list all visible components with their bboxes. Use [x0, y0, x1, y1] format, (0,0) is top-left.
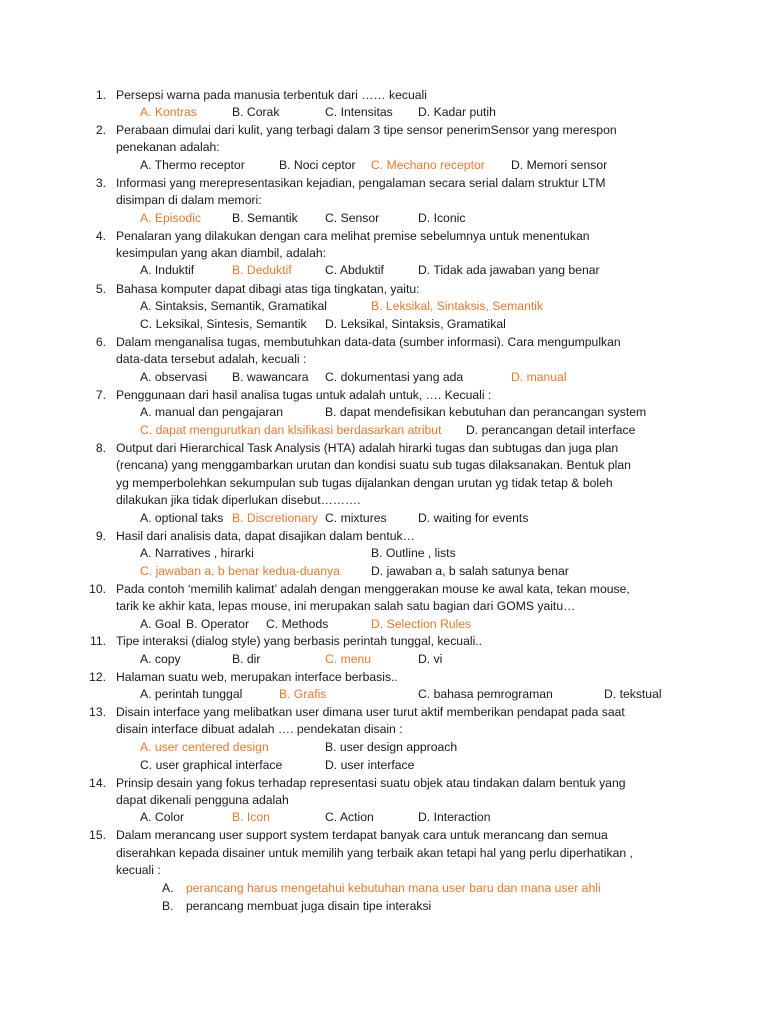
option-d: D. tekstual — [604, 687, 662, 701]
question-text: penekanan adalah: — [116, 140, 220, 154]
option-c-answer: C. jawaban a, b benar kedua-duanya — [140, 564, 340, 578]
question-text: dilakukan jika tidak diperlukan disebut………. — [116, 493, 361, 507]
option-b: B. wawancara — [232, 370, 309, 384]
option-a: A. Induktif — [140, 263, 195, 277]
question-number: 15. — [89, 828, 106, 842]
option-a: A. Goal — [140, 617, 181, 631]
option-b-answer: B. Grafis — [279, 687, 327, 701]
option-b: B. Noci ceptor — [279, 158, 356, 172]
option-d: D. user interface — [325, 758, 415, 772]
option-d: D. Memori sensor — [511, 158, 608, 172]
option-c: C. bahasa pemrograman — [418, 687, 553, 701]
question-text: Persepsi warna pada manusia terbentuk dari …… kecuali — [116, 88, 427, 102]
option-d: D. waiting for events — [418, 511, 529, 525]
option-c: C. user graphical interface — [140, 758, 283, 772]
question-text: Prinsip desain yang fokus terhadap representasi suatu objek atau tindakan dalam bentuk yang — [116, 776, 626, 790]
option-d: D. Interaction — [418, 810, 491, 824]
option-d: D. perancangan detail interface — [466, 423, 636, 437]
option-b: B. dapat mendefisikan kebutuhan dan perancangan system — [325, 405, 647, 419]
question-number: 2. — [95, 123, 106, 137]
option-c: C. Abduktif — [325, 263, 384, 277]
option-c: C. Sensor — [325, 211, 380, 225]
option-d: D. Kadar putih — [418, 105, 496, 119]
option-d: D. Tidak ada jawaban yang benar — [418, 263, 600, 277]
question-text: Informasi yang merepresentasikan kejadian, pengalaman secara serial dalam struktur LTM — [116, 176, 606, 190]
option-a: A. perintah tunggal — [140, 687, 243, 701]
question-text: tarik ke akhir kata, lepas mouse, ini merupakan salah satu bagian dari GOMS yaitu… — [116, 599, 576, 613]
option-d: D. vi — [418, 652, 443, 666]
question-number: 7. — [95, 388, 106, 402]
question-text: Hasil dari analisis data, dapat disajikan dalam bentuk… — [116, 529, 415, 543]
option-b: perancang membuat juga disain tipe interaksi — [186, 899, 432, 913]
question-text: diserahkan kepada disainer untuk memilih yang terbaik akan tetapi hal yang perlu diperhatikan , — [116, 846, 633, 860]
option-a: A. manual dan pengajaran — [140, 405, 283, 419]
question-text: Bahasa komputer dapat dibagi atas tiga tingkatan, yaitu: — [116, 282, 420, 296]
option-a-answer: A. user centered design — [140, 740, 269, 754]
question-text: Dalam merancang user support system terdapat banyak cara untuk merancang dan semua — [116, 828, 608, 842]
option-b-answer: B. Discretionary — [232, 511, 319, 525]
option-d-answer: D. Selection Rules — [371, 617, 472, 631]
option-c-answer: C. dapat mengurutkan dan klsifikasi berdasarkan atribut — [140, 423, 442, 437]
option-b: B. dir — [232, 652, 261, 666]
option-d: D. jawaban a, b salah satunya benar — [371, 564, 569, 578]
question-text: kesimpulan yang akan diambil, adalah: — [116, 246, 327, 260]
question-text: Penalaran yang dilakukan dengan cara melihat premise sebelumnya untuk menentukan — [116, 229, 590, 243]
question-text: disimpan di dalam memori: — [116, 193, 262, 207]
option-a: A. Thermo receptor — [140, 158, 245, 172]
question-number: 6. — [95, 335, 106, 349]
question-text: (rencana) yang menggambarkan urutan dan kondisi suatu sub tugas dilaksanakan. Bentuk plan — [116, 458, 631, 472]
question-text: data-data tersebut adalah, kecuali : — [116, 352, 307, 366]
option-b: B. Semantik — [232, 211, 298, 225]
option-d: D. Iconic — [418, 211, 466, 225]
question-text: Disain interface yang melibatkan user dimana user turut aktif memberikan pendapat pada saat — [116, 705, 625, 719]
question-text: Halaman suatu web, merupakan interface berbasis.. — [116, 670, 398, 684]
question-number: 13. — [89, 705, 106, 719]
option-c: C. Action — [325, 810, 374, 824]
option-b-answer: B. Icon — [232, 810, 270, 824]
question-number: 11. — [89, 634, 106, 648]
question-number: 10. — [89, 582, 106, 596]
option-b: B. Outline , lists — [371, 546, 456, 560]
question-text: Penggunaan dari hasil analisa tugas untuk adalah untuk, …. Kecuali : — [116, 388, 492, 402]
option-c: C. mixtures — [325, 511, 387, 525]
question-number: 3. — [95, 176, 106, 190]
question-text: Dalam menganalisa tugas, membutuhkan data-data (sumber informasi). Cara mengumpulkan — [116, 335, 621, 349]
question-text: dapat dikenali pengguna adalah — [116, 793, 289, 807]
option-a-letter: A. — [162, 881, 174, 895]
option-a: A. observasi — [140, 370, 208, 384]
question-number: 14. — [89, 776, 106, 790]
option-a: A. copy — [140, 652, 181, 666]
question-text: kecuali : — [116, 863, 161, 877]
option-b: B. user design approach — [325, 740, 458, 754]
option-d: D. Leksikal, Sintaksis, Gramatikal — [325, 317, 506, 331]
option-b: B. Corak — [232, 105, 280, 119]
question-number: 9. — [95, 529, 106, 543]
option-a: A. Narratives , hirarki — [140, 546, 254, 560]
option-b-letter: B. — [162, 899, 174, 913]
option-a-answer: perancang harus mengetahui kebutuhan mana user baru dan mana user ahli — [186, 881, 601, 895]
question-text: disain interface dibuat adalah …. pendekatan disain : — [116, 722, 403, 736]
question-number: 4. — [95, 229, 106, 243]
question-number: 12. — [89, 670, 106, 684]
question-text: Pada contoh ‘memilih kalimat’ adalah dengan menggerakan mouse ke awal kata, tekan mouse, — [116, 582, 630, 596]
option-c-answer: C. Mechano receptor — [371, 158, 485, 172]
question-text: yg memperbolehkan sekumpulan sub tugas dijalankan dengan urutan yg tidak tetap & boleh — [116, 476, 613, 490]
option-c: C. Leksikal, Sintesis, Semantik — [140, 317, 307, 331]
option-a: A. Sintaksis, Semantik, Gramatikal — [140, 299, 327, 313]
question-number: 8. — [95, 441, 106, 455]
option-c: C. dokumentasi yang ada — [325, 370, 464, 384]
option-d-answer: D. manual — [511, 370, 567, 384]
option-b-answer: B. Deduktif — [232, 263, 292, 277]
option-c-answer: C. menu — [325, 652, 372, 666]
option-a-answer: A. Kontras — [140, 105, 197, 119]
option-a: A. optional taks — [140, 511, 224, 525]
question-number: 5. — [95, 282, 106, 296]
option-a: A. Color — [140, 810, 185, 824]
question-text: Output dari Hierarchical Task Analysis (HTA) adalah hirarki tugas dan subtugas dan juga plan — [116, 441, 619, 455]
question-text: Perabaan dimulai dari kulit, yang terbagi dalam 3 tipe sensor penerimSensor yang merespon — [116, 123, 617, 137]
option-b-answer: B. Leksikal, Sintaksis, Semantik — [371, 299, 544, 313]
option-a-answer: A. Episodic — [140, 211, 201, 225]
option-c: C. Intensitas — [325, 105, 393, 119]
option-c: C. Methods — [266, 617, 329, 631]
question-number: 1. — [95, 88, 106, 102]
question-text: Tipe interaksi (dialog style) yang berbasis perintah tunggal, kecuali.. — [116, 634, 483, 648]
option-b: B. Operator — [186, 617, 249, 631]
